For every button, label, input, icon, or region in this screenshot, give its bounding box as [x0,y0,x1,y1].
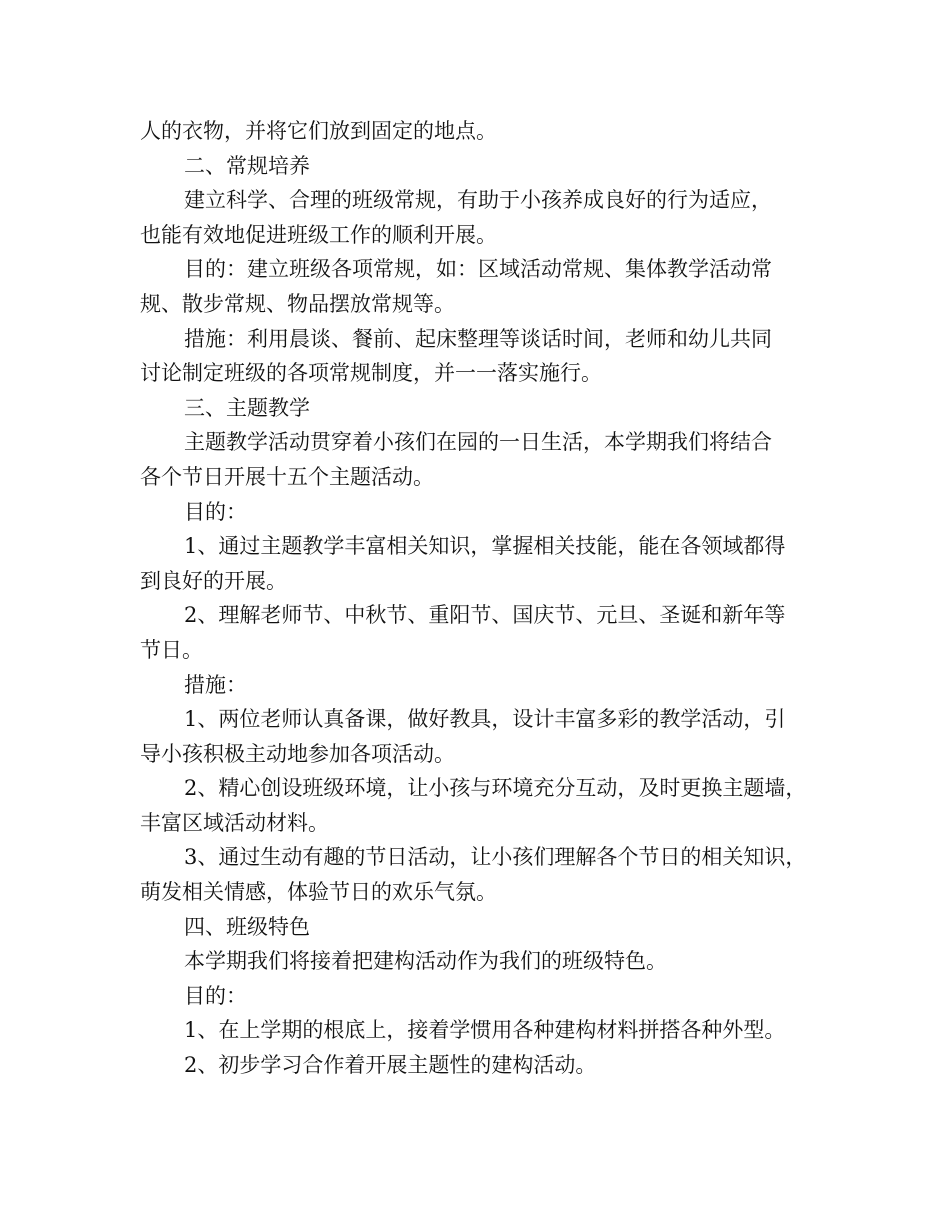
text-line: 2、理解老师节、中秋节、重阳节、国庆节、元旦、圣诞和新年等 [184,603,786,628]
text-line: 也能有效地促进班级工作的顺利开展。 [140,222,497,247]
text-line: 规、散步常规、物品摆放常规等。 [140,291,455,316]
text-line: 二、常规培养 [184,153,310,178]
document-body [140,114,820,1083]
text-line: 2、精心创设班级环境，让小孩与环境充分互动，及时更换主题墙， [184,776,807,801]
text-line: 措施：利用晨谈、餐前、起床整理等谈话时间，老师和幼儿共同 [184,326,772,351]
text-line: 节日。 [140,637,203,662]
text-line: 目的：建立班级各项常规，如：区域活动常规、集体教学活动常 [184,257,772,282]
text-line: 目的： [184,983,247,1008]
text-line: 三、主题教学 [184,395,310,420]
text-line: 1、在上学期的根底上，接着学惯用各种建构材料拼搭各种外型。 [184,1018,786,1043]
text-line: 建立科学、合理的班级常规，有助于小孩养成良好的行为适应， [184,188,772,213]
text-line: 1、通过主题教学丰富相关知识，掌握相关技能，能在各领域都得 [184,534,786,559]
text-line: 萌发相关情感，体验节日的欢乐气氛。 [140,880,497,905]
text-line: 主题教学活动贯穿着小孩们在园的一日生活，本学期我们将结合 [184,430,772,455]
text-line: 导小孩积极主动地参加各项活动。 [140,741,455,766]
text-line: 讨论制定班级的各项常规制度，并一一落实施行。 [140,361,602,386]
text-line: 目的： [184,499,247,524]
text-line: 四、班级特色 [184,914,310,939]
text-line: 到良好的开展。 [140,568,287,593]
text-line: 3、通过生动有趣的节日活动，让小孩们理解各个节日的相关知识， [184,845,807,870]
text-line: 丰富区域活动材料。 [140,810,329,835]
text-line: 1、两位老师认真备课，做好教具，设计丰富多彩的教学活动，引 [184,707,786,732]
text-line: 本学期我们将接着把建构活动作为我们的班级特色。 [184,949,667,974]
text-line: 2、初步学习合作着开展主题性的建构活动。 [184,1053,597,1078]
text-line: 措施： [184,672,247,697]
text-line: 人的衣物，并将它们放到固定的地点。 [140,119,497,143]
text-line: 各个节日开展十五个主题活动。 [140,464,434,489]
